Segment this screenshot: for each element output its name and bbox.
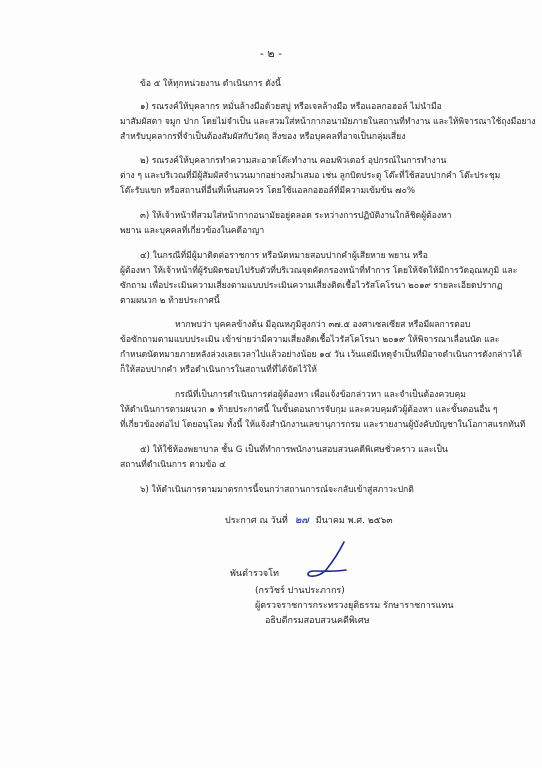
- signature-icon: [300, 540, 360, 580]
- item-4-line-2: ผู้ต้องหา ให้เจ้าหน้าที่ผู้รับผิดชอบไปรับตัวที่บริเวณจุดคัดกรองหน้าที่ทำการ โดยให้จัดให้มีการวัดอุณหภูมิ และ: [120, 266, 518, 276]
- date-day-handwritten: ๒๗: [294, 515, 309, 526]
- item-5-line-2: สถานที่ดำเนินการ ตามข้อ ๔: [120, 460, 226, 470]
- page-number: - ๒ -: [259, 47, 283, 60]
- item-4-line-1: ๔) ในกรณีที่มีผู้มาติดต่อราชการ หรือนัดหมายสอบปากคำผู้เสียหาย พยาน หรือ: [140, 251, 428, 261]
- item-2-line-3: โต๊ะรับแขก หรือสถานที่อื่นที่เห็นสมควร โดยใช้แอลกอฮอล์ที่มีความเข้มข้น ๗๐%: [120, 186, 415, 196]
- signer-name: (กรวัชร์ ปานประภากร): [255, 586, 345, 596]
- signer-position-2: อธิบดีกรมสอบสวนคดีพิเศษ: [265, 616, 370, 626]
- announcement-date: [225, 513, 392, 528]
- signer-rank: พันตำรวจโท: [230, 569, 279, 579]
- item-5-line-1: ๕) ให้ใช้ห้องพยาบาล ชั้น G เป็นที่ทำการพนักงานสอบสวนคดีพิเศษชั่วคราว และเป็น: [140, 445, 448, 455]
- item-3-line-2: พยาน และบุคคลที่เกี่ยวข้องในคดีอาญา: [120, 226, 265, 236]
- item-2-line-2: ต่าง ๆ และบริเวณที่มีผู้สัมผัสจำนวนมากอย่างสม่ำเสมอ เช่น ลูกบิดประตู โต๊ะที่ใช้สอบปากคำ โต๊ะประชุม: [120, 171, 501, 181]
- item-4b-line-3: ที่เกี่ยวข้องต่อไป โดยอนุโลม ทั้งนี้ ให้แจ้งสำนักงานเลขานุการกรม และรายงานผู้บังคับบัญชาในโอกาสแรกทันที: [120, 420, 526, 430]
- item-1-line-2: มาสัมผัสตา จมูก ปาก โดยไม่จำเป็น และสวมใส่หน้ากากอนามัยภายในสถานที่ทำงาน และให้พิจารณาใช้ถุงมือยาง: [120, 117, 536, 127]
- section-heading: ข้อ ๕ ให้ทุกหน่วยงาน ดำเนินการ ดังนี้: [140, 79, 281, 89]
- item-4a-line-4: ก็ให้สอบปากคำ หรือดำเนินการในสถานที่ที่ได้จัดไว้ให้: [120, 365, 317, 375]
- item-4a-line-2: ข้อซักถามตามแบบประเมิน เข้าข่ายว่ามีความเสี่ยงติดเชื้อไวรัสโคโรนา ๒๐๑๙ ให้พิจารณาเลื่อนนัด และ: [120, 335, 500, 345]
- item-4b-line-1: กรณีที่เป็นการดำเนินการต่อผู้ต้องหา เพื่อแจ้งข้อกล่าวหา และจำเป็นต้องควบคุม: [175, 390, 466, 400]
- signer-position-1: ผู้ตรวจราชการกระทรวงยุติธรรม รักษาราชการแทน: [255, 601, 454, 611]
- item-6-line-1: ๖) ให้ดำเนินการตามมาตรการนี้จนกว่าสถานการณ์จะกลับเข้าสู่สภาวะปกติ: [140, 485, 414, 495]
- item-4b-line-2: ให้ดำเนินการตามผนวก ๑ ท้ายประกาศนี้ ในขั้นตอนการจับกุม และควบคุมตัวผู้ต้องหา และขั้นตอนอื่น ๆ: [120, 405, 498, 415]
- date-suffix: มีนาคม พ.ศ. ๒๕๖๓: [315, 516, 393, 526]
- item-4-line-4: ตามผนวก ๒ ท้ายประกาศนี้: [120, 296, 220, 306]
- item-4a-line-3: กำหนดนัดหมายภายหลังล่วงเลยเวลาไปแล้วอย่างน้อย ๑๔ วัน เว้นแต่มีเหตุจำเป็นที่มิอาจดำเนินการดังกล่าวได้: [120, 350, 523, 360]
- item-4a-line-1: หากพบว่า บุคคลข้างต้น มีอุณหภูมิสูงกว่า ๓๗.๕ องศาเซลเซียส หรือมีผลการตอบ: [175, 320, 471, 330]
- item-3-line-1: ๓) ให้เจ้าหน้าที่สวมใส่หน้ากากอนามัยอยู่ตลอด ระหว่างการปฏิบัติงานใกล้ชิดผู้ต้องหา: [140, 211, 452, 221]
- item-1-line-3: สำหรับบุคลากรที่จำเป็นต้องสัมผัสกับวัตถุ สิ่งของ หรือบุคคลที่อาจเป็นกลุ่มเสี่ยง: [120, 132, 406, 142]
- item-4-line-3: ซักถาม เพื่อประเมินความเสี่ยงตามแบบประเมินความเสี่ยงติดเชื้อไวรัสโคโรนา ๒๐๑๙ รายละเอียดปรากฏ: [120, 281, 503, 291]
- item-1-line-1: ๑) รณรงค์ให้บุคลากร หมั่นล้างมือด้วยสบู่ หรือเจลล้างมือ หรือแอลกอฮอล์ ไม่นำมือ: [140, 102, 442, 112]
- item-2-line-1: ๒) รณรงค์ให้บุคลากรทำความสะอาดโต๊ะทำงาน คอมพิวเตอร์ อุปกรณ์ในการทำงาน: [140, 156, 447, 166]
- date-prefix: ประกาศ ณ วันที่: [225, 516, 288, 526]
